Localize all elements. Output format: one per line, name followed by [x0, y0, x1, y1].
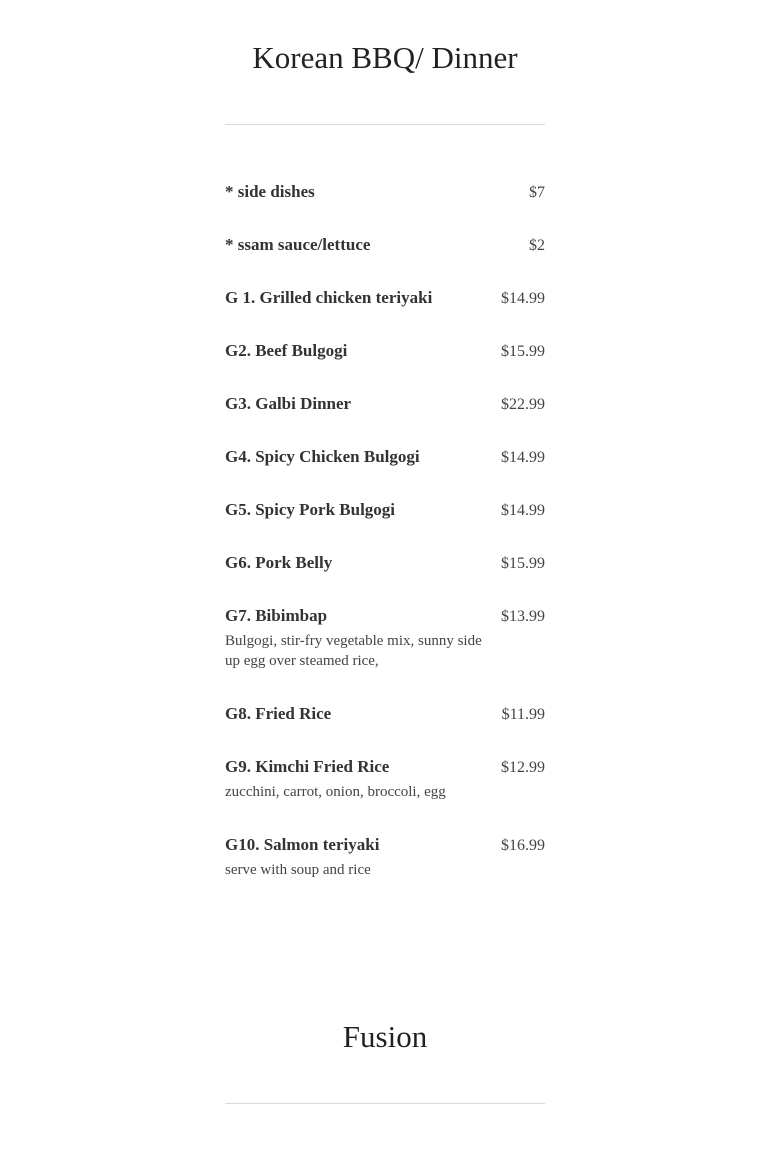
menu-item-price: $15.99: [501, 555, 545, 572]
section-divider: [225, 1103, 545, 1104]
menu-item: [225, 181, 545, 234]
menu-item-price: $2: [529, 237, 545, 254]
menu-item-name: G10. Salmon teriyaki: [225, 835, 380, 854]
menu-item-name: G8. Fried Rice: [225, 704, 332, 723]
menu-item-name: G2. Beef Bulgogi: [225, 341, 348, 360]
menu-item-price: $22.99: [501, 396, 545, 413]
menu-item: [225, 446, 545, 499]
menu-item: [225, 393, 545, 446]
menu-item-description: Bulgogi, stir-fry vegetable mix, sunny side up egg over steamed rice,: [225, 633, 482, 669]
menu-item-price: $12.99: [501, 759, 545, 776]
menu-item: [225, 552, 545, 605]
menu-item-price: $14.99: [501, 290, 545, 307]
menu-item-price: $15.99: [501, 343, 545, 360]
menu-item-price: $16.99: [501, 837, 545, 854]
menu-item-name: G3. Galbi Dinner: [225, 394, 352, 413]
section-divider: [225, 124, 545, 125]
menu-item-price: $13.99: [501, 608, 545, 625]
menu-item-name: G5. Spicy Pork Bulgogi: [225, 500, 396, 519]
menu-section-korean-bbq: [225, 40, 545, 887]
menu-item-name: * ssam sauce/lettuce: [225, 235, 371, 254]
menu-item-name: * side dishes: [225, 182, 315, 201]
menu-item-description: zucchini, carrot, onion, broccoli, egg: [225, 784, 446, 800]
menu-item-name: G7. Bibimbap: [225, 606, 328, 625]
menu-item: [225, 234, 545, 287]
menu-item-name: G9. Kimchi Fried Rice: [225, 757, 390, 776]
menu-item: [225, 605, 545, 703]
section-title: Korean BBQ/ Dinner: [252, 40, 518, 75]
menu-item-name: G4. Spicy Chicken Bulgogi: [225, 447, 420, 466]
menu-item-name: G6. Pork Belly: [225, 553, 333, 572]
section-title: Fusion: [342, 1019, 428, 1054]
menu-item-list: [225, 181, 545, 887]
menu-item: [225, 340, 545, 393]
menu-item-price: $7: [529, 184, 545, 201]
menu-item-price: $14.99: [501, 449, 545, 466]
menu-item-price: $11.99: [501, 706, 545, 723]
menu-item: [225, 287, 545, 340]
menu-item-name: G 1. Grilled chicken teriyaki: [225, 288, 433, 307]
menu-item: [225, 756, 545, 834]
menu-item-description: serve with soup and rice: [225, 862, 371, 878]
menu-item: [225, 834, 545, 887]
menu-item: [225, 499, 545, 552]
menu-section-fusion: [225, 1019, 545, 1104]
menu-item-price: $14.99: [501, 502, 545, 519]
menu-item: [225, 703, 545, 756]
